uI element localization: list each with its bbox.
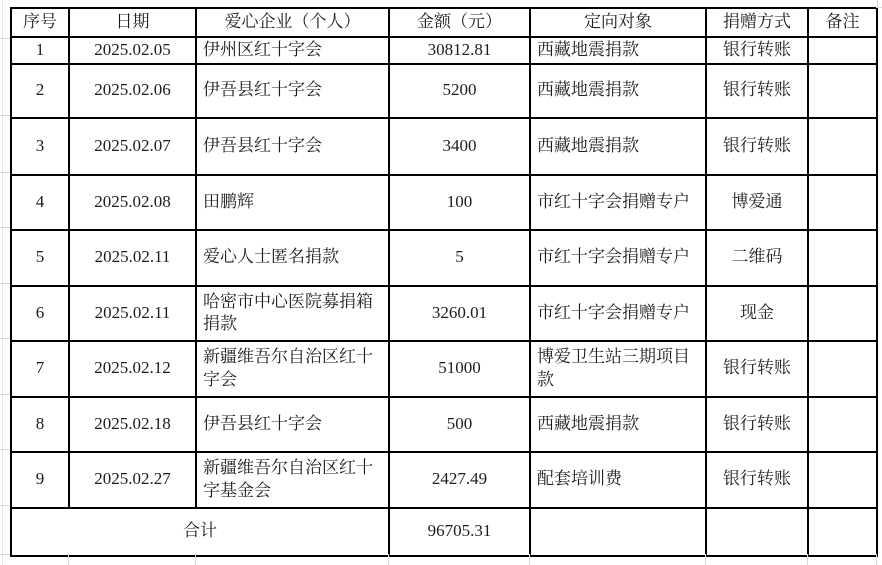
spreadsheet-gridline bbox=[0, 283, 10, 284]
cell-no[interactable]: 6 bbox=[11, 286, 69, 341]
cell-method[interactable]: 银行转账 bbox=[706, 118, 808, 175]
cell-target[interactable]: 市红十字会捐赠专户 bbox=[530, 286, 706, 341]
summary-row bbox=[11, 508, 877, 556]
spreadsheet-gridline bbox=[529, 554, 530, 565]
cell-amount[interactable]: 500 bbox=[389, 397, 530, 452]
summary-target-cell[interactable] bbox=[530, 508, 706, 556]
table-row bbox=[11, 397, 877, 452]
table-row bbox=[11, 286, 877, 341]
cell-note[interactable] bbox=[808, 118, 877, 175]
table-row bbox=[11, 118, 877, 175]
header-cell-donor[interactable]: 爱心企业（个人） bbox=[196, 8, 389, 37]
cell-donor[interactable]: 伊吾县红十字会 bbox=[196, 64, 389, 118]
spreadsheet-gridline bbox=[877, 0, 878, 7]
spreadsheet-gridline bbox=[0, 554, 10, 555]
cell-no[interactable]: 2 bbox=[11, 64, 69, 118]
spreadsheet-gridline bbox=[0, 505, 10, 506]
header-cell-date[interactable]: 日期 bbox=[69, 8, 196, 37]
cell-method[interactable]: 博爱通 bbox=[706, 175, 808, 230]
spreadsheet-gridline bbox=[0, 338, 10, 339]
cell-no[interactable]: 7 bbox=[11, 341, 69, 397]
table-row bbox=[11, 230, 877, 286]
cell-no[interactable]: 4 bbox=[11, 175, 69, 230]
header-cell-method[interactable]: 捐赠方式 bbox=[706, 8, 808, 37]
cell-note[interactable] bbox=[808, 230, 877, 286]
cell-donor[interactable]: 新疆维吾尔自治区红十字会 bbox=[196, 341, 389, 397]
table-row bbox=[11, 37, 877, 64]
cell-date[interactable]: 2025.02.27 bbox=[69, 452, 196, 508]
cell-note[interactable] bbox=[808, 341, 877, 397]
spreadsheet-gridline bbox=[807, 554, 808, 565]
cell-donor[interactable]: 伊州区红十字会 bbox=[196, 37, 389, 64]
cell-method[interactable]: 现金 bbox=[706, 286, 808, 341]
cell-target[interactable]: 博爱卫生站三期项目款 bbox=[530, 341, 706, 397]
summary-note-cell[interactable] bbox=[808, 508, 877, 556]
cell-target[interactable]: 西藏地震捐款 bbox=[530, 397, 706, 452]
cell-no[interactable]: 5 bbox=[11, 230, 69, 286]
cell-target[interactable]: 西藏地震捐款 bbox=[530, 64, 706, 118]
cell-method[interactable]: 银行转账 bbox=[706, 341, 808, 397]
spreadsheet-gridline bbox=[0, 449, 10, 450]
cell-amount[interactable]: 51000 bbox=[389, 341, 530, 397]
cell-donor[interactable]: 爱心人士匿名捐款 bbox=[196, 230, 389, 286]
cell-method[interactable]: 银行转账 bbox=[706, 37, 808, 64]
table-row bbox=[11, 64, 877, 118]
summary-label-cell[interactable]: 合计 bbox=[11, 508, 389, 556]
cell-amount[interactable]: 3400 bbox=[389, 118, 530, 175]
table-row bbox=[11, 175, 877, 230]
cell-note[interactable] bbox=[808, 64, 877, 118]
cell-note[interactable] bbox=[808, 175, 877, 230]
cell-no[interactable]: 9 bbox=[11, 452, 69, 508]
cell-method[interactable]: 银行转账 bbox=[706, 64, 808, 118]
cell-date[interactable]: 2025.02.05 bbox=[69, 37, 196, 64]
spreadsheet-gridline bbox=[388, 554, 389, 565]
spreadsheet-gridline bbox=[0, 394, 10, 395]
cell-no[interactable]: 3 bbox=[11, 118, 69, 175]
table-row bbox=[11, 341, 877, 397]
cell-date[interactable]: 2025.02.12 bbox=[69, 341, 196, 397]
cell-method[interactable]: 银行转账 bbox=[706, 452, 808, 508]
cell-no[interactable]: 8 bbox=[11, 397, 69, 452]
header-cell-note[interactable]: 备注 bbox=[808, 8, 877, 37]
cell-date[interactable]: 2025.02.11 bbox=[69, 286, 196, 341]
header-row bbox=[11, 8, 877, 37]
cell-amount[interactable]: 5200 bbox=[389, 64, 530, 118]
cell-amount[interactable]: 2427.49 bbox=[389, 452, 530, 508]
cell-amount[interactable]: 30812.81 bbox=[389, 37, 530, 64]
summary-method-cell[interactable] bbox=[706, 508, 808, 556]
cell-method[interactable]: 二维码 bbox=[706, 230, 808, 286]
cell-donor[interactable]: 新疆维吾尔自治区红十字基金会 bbox=[196, 452, 389, 508]
summary-amount-cell[interactable]: 96705.31 bbox=[389, 508, 530, 556]
spreadsheet-gridline bbox=[0, 227, 10, 228]
spreadsheet-gridline bbox=[0, 172, 10, 173]
cell-note[interactable] bbox=[808, 452, 877, 508]
cell-date[interactable]: 2025.02.07 bbox=[69, 118, 196, 175]
cell-no[interactable]: 1 bbox=[11, 37, 69, 64]
cell-donor[interactable]: 田鹏辉 bbox=[196, 175, 389, 230]
donation-table bbox=[10, 7, 878, 557]
spreadsheet-gridline bbox=[0, 38, 10, 39]
cell-note[interactable] bbox=[808, 37, 877, 64]
cell-donor[interactable]: 伊吾县红十字会 bbox=[196, 118, 389, 175]
cell-date[interactable]: 2025.02.08 bbox=[69, 175, 196, 230]
cell-note[interactable] bbox=[808, 397, 877, 452]
cell-note[interactable] bbox=[808, 286, 877, 341]
cell-amount[interactable]: 5 bbox=[389, 230, 530, 286]
cell-target[interactable]: 市红十字会捐赠专户 bbox=[530, 230, 706, 286]
cell-date[interactable]: 2025.02.11 bbox=[69, 230, 196, 286]
spreadsheet-gridline bbox=[0, 115, 10, 116]
cell-amount[interactable]: 3260.01 bbox=[389, 286, 530, 341]
cell-donor[interactable]: 伊吾县红十字会 bbox=[196, 397, 389, 452]
spreadsheet-gridline bbox=[195, 554, 196, 565]
header-cell-no[interactable]: 序号 bbox=[11, 8, 69, 37]
cell-date[interactable]: 2025.02.06 bbox=[69, 64, 196, 118]
cell-target[interactable]: 西藏地震捐款 bbox=[530, 37, 706, 64]
cell-date[interactable]: 2025.02.18 bbox=[69, 397, 196, 452]
header-cell-amount[interactable]: 金额（元） bbox=[389, 8, 530, 37]
cell-amount[interactable]: 100 bbox=[389, 175, 530, 230]
cell-method[interactable]: 银行转账 bbox=[706, 397, 808, 452]
spreadsheet-gridline bbox=[876, 7, 882, 8]
cell-target[interactable]: 配套培训费 bbox=[530, 452, 706, 508]
table-row bbox=[11, 452, 877, 508]
spreadsheet-gridline bbox=[68, 554, 69, 565]
spreadsheet-gridline bbox=[705, 554, 706, 565]
cell-target[interactable]: 西藏地震捐款 bbox=[530, 118, 706, 175]
header-cell-target[interactable]: 定向对象 bbox=[530, 8, 706, 37]
cell-target[interactable]: 市红十字会捐赠专户 bbox=[530, 175, 706, 230]
spreadsheet-gridline bbox=[876, 554, 877, 565]
cell-donor[interactable]: 哈密市中心医院募捐箱捐款 bbox=[196, 286, 389, 341]
